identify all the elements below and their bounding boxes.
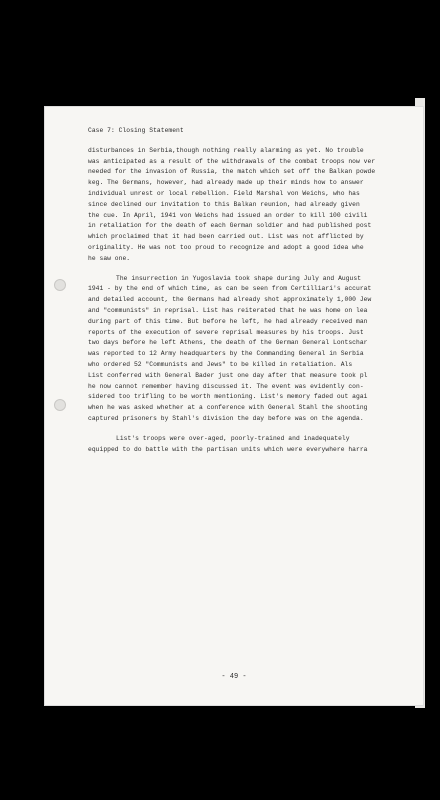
page-number: - 49 - xyxy=(221,673,247,681)
text-line: which proclaimed that it had been carried out. List was not afflicted by xyxy=(88,233,364,241)
text-line: The insurrection in Yugoslavia took shape during July and August xyxy=(116,274,362,282)
text-line: was anticipated as a result of the withdrawals of the combat troops now ver xyxy=(88,157,376,165)
text-line: two days before he left Athens, the death of the German General Lontschar xyxy=(88,339,368,347)
text-line: in retaliation for the death of each German soldier and had published post xyxy=(88,222,372,230)
text-line: was reported to 12 Army headquarters by the Commanding General in Serbia xyxy=(88,350,364,358)
text-line: and detailed account, the Germans had already shot approximately 1,000 Jew xyxy=(88,296,372,304)
text-line: disturbances in Serbia,though nothing really alarming as yet. No trouble xyxy=(88,146,364,154)
text-line: keg. The Germans, however, had already made up their minds how to answer xyxy=(88,179,364,187)
paragraph-2 xyxy=(88,274,408,425)
text-line: originality. He was not too proud to recognize and adopt a good idea whe xyxy=(88,243,364,251)
text-line: captured prisoners by Stahl's division the day before was on the agenda. xyxy=(88,414,364,422)
text-line: he saw one. xyxy=(88,254,131,262)
text-line: reports of the execution of severe reprisal measures by his troops. Just xyxy=(88,328,364,336)
punch-hole-upper xyxy=(54,279,66,291)
section-heading: Case 7: Closing Statement xyxy=(88,127,184,134)
text-line: the cue. In April, 1941 von Weichs had issued an order to kill 100 civili xyxy=(88,211,368,219)
text-line: List conferred with General Bader just one day after that measure took pl xyxy=(88,371,368,379)
paragraph-3 xyxy=(88,434,408,456)
paragraph-1 xyxy=(88,146,408,265)
punch-hole-lower xyxy=(54,399,66,411)
text-line: and "communists" in reprisal. List has reiterated that he was home on lea xyxy=(88,306,368,314)
text-line: individual unrest or local rebellion. Field Marshal von Weichs, who has xyxy=(88,189,360,197)
text-line: when he was asked whether at a conference with General Stahl the shooting xyxy=(88,404,368,412)
text-line: equipped to do battle with the partisan units which were everywhere harra xyxy=(88,445,368,453)
text-line: List's troops were over-aged, poorly-trained and inadequately xyxy=(116,434,350,442)
text-line: 1941 - by the end of which time, as can be seen from Certilliari's accurat xyxy=(88,285,372,293)
text-line: since declined our invitation to this Balkan reunion, had already given xyxy=(88,200,360,208)
text-line: needed for the invasion of Russia, the match which set off the Balkan powde xyxy=(88,168,376,176)
typed-text-block xyxy=(88,126,408,455)
text-line: who ordered 52 "Communists and Jews" to be killed in retaliation. Als xyxy=(88,360,353,368)
text-line: he now cannot remember having discussed it. The event was evidently con- xyxy=(88,382,364,390)
text-line: sidered too trifling to be worth mentioning. List's memory faded out agai xyxy=(88,393,368,401)
text-line: during part of this time. But before he left, he had already received man xyxy=(88,317,368,325)
